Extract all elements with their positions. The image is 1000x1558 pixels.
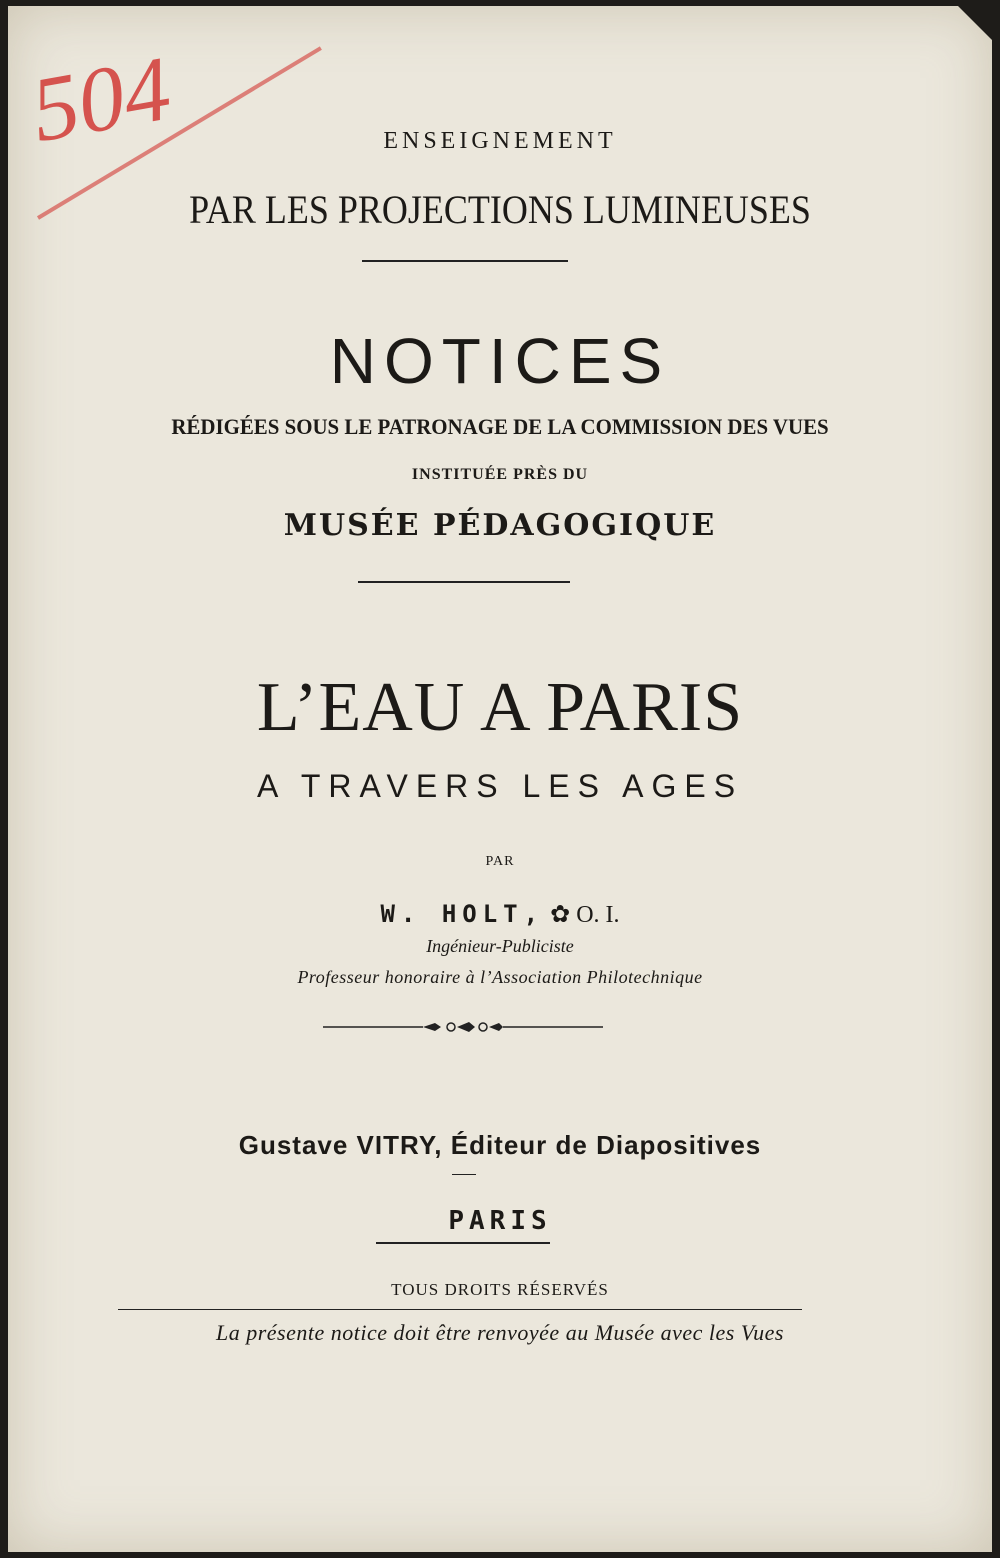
- header-line-1: ENSEIGNEMENT: [383, 128, 617, 154]
- publisher-line: Gustave VITRY, Éditeur de Diapositives: [238, 1130, 762, 1160]
- academic-palms-icon: ✿: [550, 902, 571, 928]
- ornamental-divider: [323, 1020, 603, 1034]
- par-label: PAR: [485, 854, 515, 869]
- author-line: [8, 900, 992, 929]
- divider-3: [376, 1242, 550, 1244]
- author-role-2: Professeur honoraire à l’Association Philotechnique: [297, 967, 703, 987]
- publisher-city: PARIS: [448, 1206, 552, 1236]
- instituee-line: INSTITUÉE PRÈS DU: [411, 466, 589, 483]
- short-dash: [452, 1174, 476, 1175]
- author-role-1: Ingénieur-Publiciste: [426, 936, 574, 956]
- document-page: [8, 6, 992, 1552]
- author-name: W. HOLT,: [380, 900, 545, 928]
- notices-subtitle: RÉDIGÉES SOUS LE PATRONAGE DE LA COMMISSION DES VUES: [171, 414, 829, 439]
- divider-1: [362, 260, 568, 262]
- work-subtitle: A TRAVERS LES AGES: [256, 768, 744, 804]
- work-title: L’EAU A PARIS: [256, 669, 744, 746]
- return-notice: La présente notice doit être renvoyée au Musée avec les Vues: [216, 1320, 784, 1345]
- musee-line: MUSÉE PÉDAGOGIQUE: [283, 508, 717, 543]
- divider-4: [118, 1309, 802, 1310]
- header-line-2: PAR LES PROJECTIONS LUMINEUSES: [189, 187, 811, 232]
- handwritten-number: 504: [24, 36, 178, 162]
- divider-2: [358, 581, 570, 583]
- author-honor: O. I.: [576, 902, 620, 928]
- rights-line: TOUS DROITS RÉSERVÉS: [391, 1280, 609, 1299]
- folded-corner: [958, 6, 992, 40]
- notices-title: NOTICES: [329, 325, 671, 397]
